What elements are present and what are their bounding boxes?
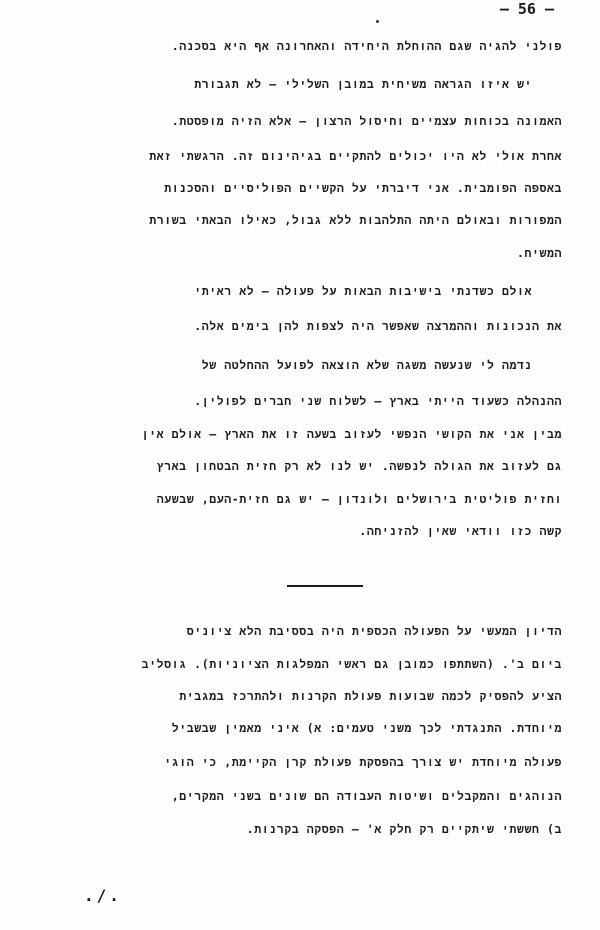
- text-line: פעולה מיוחדת יש צורך בהפסקת פעולת קרן הקיימת, כי הוגי: [164, 755, 562, 769]
- text-line: וחזית פוליטית בירושלים ולונדון – יש גם חזית-העם, שבשעה: [156, 492, 562, 506]
- text-line: קשה כזו וודאי שאין להזניחה.: [359, 524, 562, 538]
- continuation-mark: ./.: [84, 886, 122, 905]
- text-line: גם לעזוב את הגולה לנפשה. יש לנו לא רק חזית הבטחון בארץ: [156, 459, 562, 473]
- text-line: את הנכונות וההמרצה שאפשר היה לצפות להן בימים אלה.: [194, 319, 562, 333]
- text-line: ביום ב'. (השתתפו כמובן גם ראשי המפלגות הציוניות). גוסליב: [141, 657, 562, 671]
- text-line: נדמה לי שנעשה משגה שלא הוצאה לפועל ההחלטה של: [201, 358, 532, 372]
- text-line: פולני להגיה שגם ההוחלת היחידה והאחרונה אף היא בסכנה.: [171, 39, 562, 53]
- text-line: המפורות ובאולם היתה התלהבות ללא גבול, כאילו הבאתי בשורת: [149, 213, 562, 227]
- text-line: הדיון המעשי על הפעולה הכספית היה בססיבת הלא ציוניס: [186, 624, 562, 638]
- text-line: אחרת אולי לא היו יכולים להתקיים בגיהינום זה. הרגשתי זאת: [149, 149, 562, 163]
- page-number: – 56 –: [499, 0, 554, 18]
- text-line: באספה הפומבית. אני דיברתי על הקשיים הפוליסיים והסכנות: [164, 181, 562, 195]
- text-line: מבין אני את הקושי הנפשי לעזוב בשעה זו את הארץ – אולם אין: [141, 427, 562, 441]
- text-line: יש איזו הגראה משיחית במובן השלילי – לא תגבורת: [194, 77, 532, 91]
- text-line: האמונה בכוחות עצמיים וחיסול הרצון – אלא הזיה מופסטת.: [171, 114, 562, 128]
- text-line: הנוהגים והמקבלים ושיטות העבודה הם שונים בשני המקרים,: [171, 789, 562, 803]
- text-line: אולם כשדנתי בישיבות הבאות על פעולה – לא ראיתי: [194, 284, 532, 298]
- text-line: ההנהלה כשעוד הייתי בארץ – לשלוח שני חברים לפולין.: [194, 394, 562, 408]
- section-divider: [287, 585, 363, 587]
- text-line: ב) חששתי שיתקיים רק חלק א' – הפסקה בקרנות.: [246, 822, 562, 836]
- text-line: מיוחדת. התנגדתי לכך משני טעמים: א) איני מאמין שבשביל: [171, 721, 562, 735]
- text-line: הציע להפסיק לכמה שבועות פעולת הקרנות ולהתרכז במגבית: [179, 689, 562, 703]
- text-line: המשיח.: [516, 246, 562, 260]
- stray-mark: [376, 20, 379, 23]
